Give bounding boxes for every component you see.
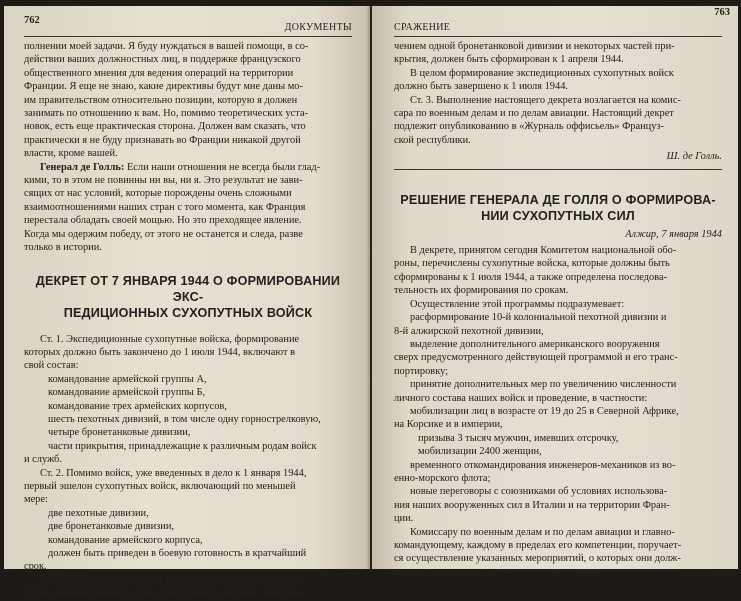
speaker-name: Генерал де Голль: — [40, 161, 125, 173]
text-line: подлежит опубликованию в «Журналь оффисьель» Француз- — [394, 121, 664, 133]
text-line: сара по военным делам и по делам авиации. Настоящий декрет — [394, 108, 674, 120]
text-line: новок, есть еще практическая сторона. Должен вам сказать, что — [24, 121, 306, 133]
text-line: полнении моей задачи. Я буду нуждаться в вашей помощи, в со- — [24, 41, 309, 52]
list-item: командование армейского корпуса, — [48, 534, 203, 546]
text-line: Когда мы одержим победу, от этого не останется и следа, разве — [24, 228, 303, 240]
text-line: ния наших вооруженных сил в Италии и на территории Фран- — [394, 499, 670, 511]
article-2-list — [24, 507, 352, 574]
text-line: свой состав: — [24, 360, 79, 372]
text-line: общественного мнения для ведения операций на территории — [24, 67, 294, 79]
text-line: енно-морского флота; — [394, 472, 491, 484]
list-item: части прикрытия, принадлежащие к различным родам войск — [48, 440, 317, 452]
text-line: Франции. Я еще не знаю, какие директивы будут мне даны мо- — [24, 81, 303, 93]
list-item: командование армейской группы А, — [48, 373, 207, 385]
list-item: должен быть приведен в боевую готовность в кратчайший — [48, 548, 307, 559]
text-line: расформирование 10-й колониальной пехотной дивизии и — [410, 312, 667, 324]
heading-line: ДЕКРЕТ ОТ 7 ЯНВАРЯ 1944 О ФОРМИРОВАНИИ ЭКС- — [35, 273, 341, 304]
decision-heading — [394, 192, 722, 224]
text-line: принятие дополнительных мер по увеличению численности — [410, 379, 677, 391]
text-line: части, перечисленные в статье 1 настоящего декрета, за исклю- — [24, 588, 305, 600]
text-line: личного состава наших войск и проведение, в частности: — [394, 392, 648, 404]
list-item: шесть пехотных дивизий, в том числе одну горнострелковую, — [48, 413, 321, 425]
text-span: Если наши отношения не всегда были глад- — [124, 161, 321, 173]
text-line: которых должно быть закончено до 1 июля 1944, включают в — [24, 346, 296, 358]
list-item: командование армейской группы Б, — [48, 387, 206, 399]
text-line: крытия, должен быть сформирован к 1 апреля 1944. — [394, 54, 624, 66]
text-line: тельность их формирования по срокам. — [394, 285, 569, 297]
article-2 — [24, 467, 352, 507]
left-running-head: ДОКУМЕНТЫ — [284, 21, 352, 33]
text-line: командующему, каждому в пределах его компетенции, поручает- — [394, 540, 682, 551]
text-line: перестала обладать своей мощью. Но это преходящее явление. — [24, 215, 302, 227]
text-line: портировку; — [394, 365, 449, 377]
place-date: Алжир, 7 января 1944 — [625, 228, 722, 240]
text-line: 8-й алжирской пехотной дивизии, — [394, 325, 544, 337]
intro-paragraph — [24, 40, 352, 161]
text-line: мере: — [24, 494, 48, 506]
decision-paragraph-2 — [394, 298, 722, 526]
text-line: практически я не буду признавать во Франции никакой другой — [24, 134, 301, 146]
text-line: Осуществление этой программы подразумевает: — [410, 298, 625, 310]
signature: Ш. де Голль. — [666, 151, 722, 163]
text-line: взаимоотношениями наших стран с того момента, как Франция — [24, 201, 306, 213]
text-line: мобилизации лиц в возрасте от 19 до 25 в Северной Африке, — [410, 405, 679, 417]
text-line: чением одной бронетанковой дивизии и некоторых частей при- — [394, 41, 675, 52]
article-1 — [24, 333, 352, 373]
text-line: должно быть завершено к 1 июля 1944. — [394, 81, 568, 93]
text-line: Ст. 1. Экспедиционные сухопутные войска, формирование — [40, 333, 300, 345]
heading-line: НИИ СУХОПУТНЫХ СИЛ — [481, 208, 635, 223]
text-line: призыва 3 тысяч мужчин, имевших отсрочку, — [418, 432, 619, 444]
left-page-header — [24, 12, 352, 37]
list-item: две пехотные дивизии, — [48, 507, 149, 519]
text-line: сверх предусмотренного действующей программой и его транс- — [394, 352, 678, 364]
article-1-list — [24, 373, 352, 467]
list-item: и служб. — [24, 454, 62, 466]
text-line: только в истории. — [24, 242, 102, 254]
heading-line: ПЕДИЦИОННЫХ СУХОПУТНЫХ ВОЙСК — [63, 305, 313, 320]
decree-heading — [24, 273, 352, 321]
text-line: занимать по отношению к вам. Но, помимо теоретических уста- — [24, 108, 309, 120]
text-line: ны мне докладывать по мере их осуществления. — [394, 566, 608, 578]
text-line: новые переговоры с союзниками об условиях использова- — [410, 486, 668, 498]
reply-paragraph — [24, 161, 352, 255]
text-line: ся осуществление указанных мероприятий, о которых они долж- — [394, 553, 681, 565]
heading-line: РЕШЕНИЕ ГЕНЕРАЛА ДЕ ГОЛЛЯ О ФОРМИРОВА- — [400, 192, 716, 207]
right-page-header — [394, 7, 730, 37]
text-line: В целом формирование экспедиционных сухопутных войск — [410, 67, 674, 79]
text-line: сформированы к 1 июля 1944, а также определена последова- — [394, 271, 668, 283]
text-line: кими, то в этом не повинны ни вы, ни я. Это результат не зави- — [24, 175, 303, 187]
text-line: ции. — [394, 513, 414, 525]
text-line: власти, кроме вашей. — [24, 148, 118, 160]
list-item: командование трех армейских корпусов, — [48, 400, 227, 412]
text-line: им правительством относительно позиции, которую я должен — [24, 94, 298, 106]
left-page — [4, 6, 370, 600]
text-line: на Корсике и в империи, — [394, 419, 503, 431]
right-running-head: СРАЖЕНИЕ — [394, 21, 451, 33]
right-page-number: 763 — [714, 7, 730, 18]
text-line: роны, перечислены сухопутные войска, которые должны быть — [394, 258, 670, 270]
list-item: четыре бронетанковые дивизии, — [48, 427, 191, 439]
article-2-second-echelon — [24, 574, 352, 601]
text-line: выделение дополнительного американского вооружения — [410, 338, 660, 350]
text-line: Ст. 3. Выполнение настоящего декрета возлагается на комис- — [410, 94, 681, 106]
decree-continuation — [394, 40, 722, 94]
right-page — [372, 6, 738, 578]
decision-paragraph-3 — [394, 526, 722, 580]
text-line: мобилизации 2400 женщин, — [418, 446, 542, 458]
text-line: Второй эшелон сухопутных войск, включающий остальные — [40, 574, 305, 586]
text-line: Комиссару по военным делам и по делам авиации и главно- — [410, 526, 675, 538]
text-line: временного откомандирования инженеров-механиков из во- — [410, 459, 676, 471]
text-line: В декрете, принятом сегодня Комитетом национальной обо- — [410, 245, 677, 257]
text-line: ской республики. — [394, 134, 471, 146]
left-page-number: 762 — [24, 15, 40, 26]
article-3 — [394, 94, 722, 148]
list-item: две бронетанковые дивизии, — [48, 521, 174, 533]
text-line: первый эшелон сухопутных войск, включающий по меньшей — [24, 480, 296, 492]
text-line — [24, 161, 352, 174]
decision-paragraph-1 — [394, 244, 722, 298]
text-line: Ст. 2. Помимо войск, уже введенных в дело к 1 января 1944, — [40, 467, 307, 479]
text-line: действии ваших должностных лиц, в поддержке французского — [24, 54, 301, 66]
text-line: сящих от нас условий, которые порождены очень сложными — [24, 188, 292, 200]
list-item: срок. — [24, 561, 47, 573]
